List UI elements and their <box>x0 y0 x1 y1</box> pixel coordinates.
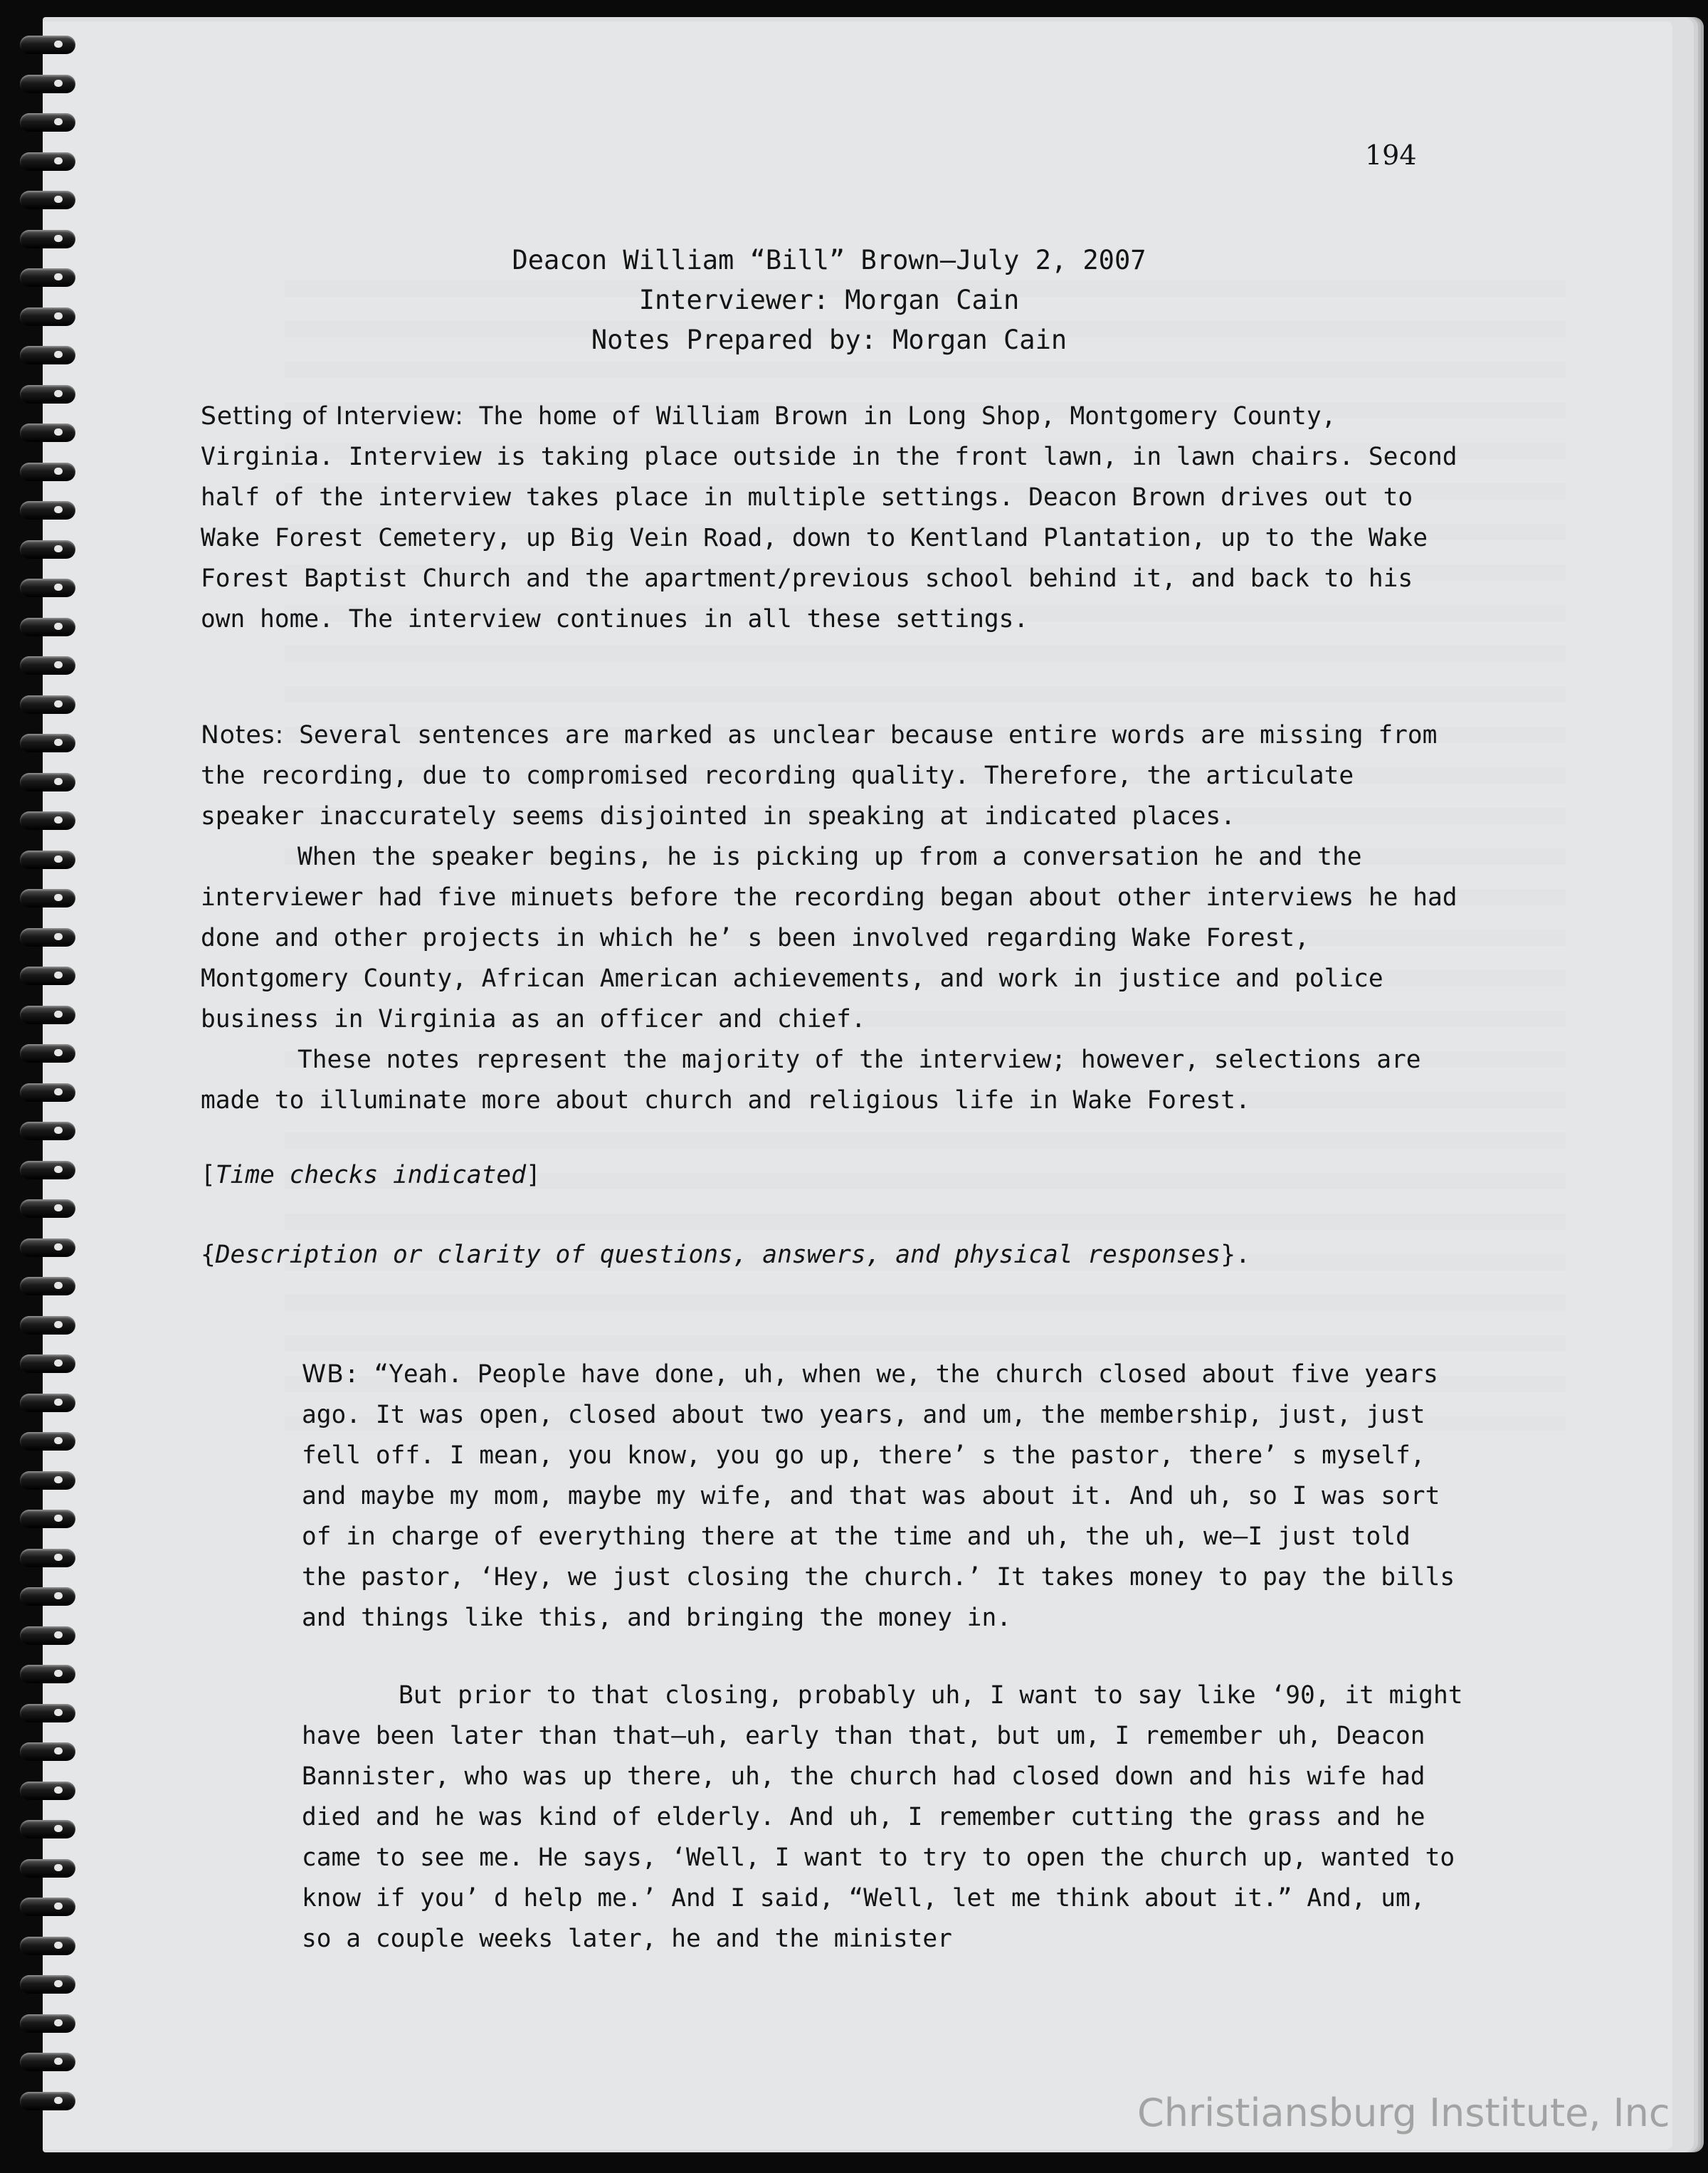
binding-coil <box>20 1742 75 1761</box>
legend-description <box>201 1235 1467 1275</box>
notes-label: Notes: <box>201 721 285 749</box>
binding-coil <box>20 385 75 404</box>
binding-coil <box>20 152 75 171</box>
legend-time-text: Time checks indicated <box>215 1161 526 1189</box>
notes-text: Several sentences are marked as unclear because entire words are missing from the recording, due to compromised recording quality. Therefore, the articulate speaker inaccurately seems disjointed in speaking at indicated places. <box>201 721 1438 831</box>
binding-coil <box>20 423 75 442</box>
binding-coil <box>20 773 75 791</box>
binding-coil <box>20 191 75 209</box>
binding-coil <box>20 230 75 248</box>
title-line-interviewer: Interviewer: Morgan Cain <box>638 285 1020 315</box>
binding-coil <box>20 1432 75 1451</box>
binding-coil <box>20 1122 75 1140</box>
binding-coil <box>20 463 75 481</box>
binding-coil <box>20 928 75 947</box>
binding-coil <box>20 1626 75 1645</box>
binding-coil <box>20 501 75 520</box>
binding-coil <box>20 1394 75 1412</box>
binding-coil <box>20 618 75 636</box>
brace-close: }. <box>1221 1241 1250 1269</box>
notes-paragraph-context: When the speaker begins, he is picking up from a conversation he and the interviewer had five minuets before the recording began about other interviews he had done and other projects in which he’ s been involved regarding Wake Forest, Montgomery County, African American achievements, and work in justice and police business in Virginia as an officer and chief. <box>201 843 1457 1033</box>
binding-coil <box>20 1898 75 1916</box>
binding-coil <box>20 1316 75 1335</box>
setting-paragraph <box>201 396 1467 640</box>
binding-coil <box>20 1704 75 1722</box>
binding-coil <box>20 2092 75 2110</box>
spiral-binding <box>0 36 78 2142</box>
binding-coil <box>20 2053 75 2071</box>
binding-coil <box>20 1510 75 1528</box>
binding-coil <box>20 1083 75 1102</box>
binding-coil <box>20 1238 75 1257</box>
document-title <box>356 241 1302 360</box>
binding-coil <box>20 1471 75 1490</box>
notes-paragraph <box>201 715 1467 837</box>
binding-coil <box>20 967 75 985</box>
legend-description-text: Description or clarity of questions, answers, and physical responses <box>215 1241 1221 1269</box>
binding-coil <box>20 579 75 597</box>
notes-paragraph-selection: These notes represent the majority of the interview; however, selections are made to illuminate more about church and religious life in Wake Forest. <box>201 1046 1421 1115</box>
binding-coil <box>20 36 75 54</box>
binding-coil <box>20 1354 75 1373</box>
watermark: Christiansburg Institute, Inc <box>1137 2090 1670 2135</box>
binding-coil <box>20 540 75 559</box>
title-line-subject: Deacon William “Bill” Brown—July 2, 2007 <box>512 245 1146 275</box>
setting-text: The home of William Brown in Long Shop, Montgomery County, Virginia. Interview is taking place outside in the front lawn, in lawn chairs. Second half of the interview takes place in multiple settings. Deacon Brown drives out to Wake Forest Cemetery, up Big Vein Road, down to Kentland Plantation, up to the Wake Forest Baptist Church and the apartment/previous school behind it, and back to his own home. The interview continues in all these settings. <box>201 402 1457 633</box>
bracket-open: [ <box>201 1161 216 1189</box>
binding-coil <box>20 1044 75 1063</box>
setting-label: Setting of Interview: <box>201 402 464 431</box>
binding-coil <box>20 1161 75 1179</box>
binding-coil <box>20 811 75 830</box>
page-number: 194 <box>1365 140 1417 171</box>
binding-coil <box>20 268 75 287</box>
transcript-paragraph-1 <box>302 1354 1469 1638</box>
binding-coil <box>20 1006 75 1024</box>
bracket-close: ] <box>525 1161 541 1189</box>
binding-coil <box>20 75 75 93</box>
binding-coil <box>20 656 75 675</box>
binding-coil <box>20 1937 75 1955</box>
binding-coil <box>20 2014 75 2033</box>
binding-coil <box>20 1782 75 1800</box>
binding-coil <box>20 1665 75 1683</box>
binding-coil <box>20 1975 75 1994</box>
binding-coil <box>20 695 75 714</box>
binding-coil <box>20 1587 75 1606</box>
binding-coil <box>20 307 75 326</box>
brace-open: { <box>201 1241 216 1269</box>
binding-coil <box>20 113 75 132</box>
legend-time-checks <box>201 1155 1467 1196</box>
transcript-text-1: : “Yeah. People have done, uh, when we, the church closed about five years ago. It was open, closed about two years, and um, the membership, just, just fell off. I mean, you know, you go up, there’ s the pastor, there’ s myself, and maybe my mom, maybe my wife, and that was about it. And uh, so I was sort of in charge of everything there at the time and uh, the uh, we—I just told the pastor, ‘Hey, we just closing the church.’ It takes money to pay the bills and things like this, and bringing the money in. <box>302 1360 1455 1632</box>
binding-coil <box>20 1859 75 1878</box>
binding-coil <box>20 851 75 869</box>
binding-coil <box>20 1549 75 1567</box>
binding-coil <box>20 346 75 364</box>
binding-coil <box>20 889 75 907</box>
speaker-label: WB <box>302 1360 344 1389</box>
binding-coil <box>20 1820 75 1838</box>
binding-coil <box>20 734 75 752</box>
title-line-notes-author: Notes Prepared by: Morgan Cain <box>591 325 1068 355</box>
binding-coil <box>20 1199 75 1218</box>
transcript-paragraph-2: But prior to that closing, probably uh, I want to say like ‘90, it might have been later than that—uh, early than that, but um, I remember uh, Deacon Bannister, who was up there, uh, the church had closed down and his wife had died and he was kind of elderly. And uh, I remember cutting the grass and he came to see me. He says, ‘Well, I want to try to open the church up, wanted to know if you’ d help me.’ And I said, “Well, let me think about it.” And, um, so a couple weeks later, he and the minister <box>302 1681 1463 1953</box>
binding-coil <box>20 1277 75 1295</box>
